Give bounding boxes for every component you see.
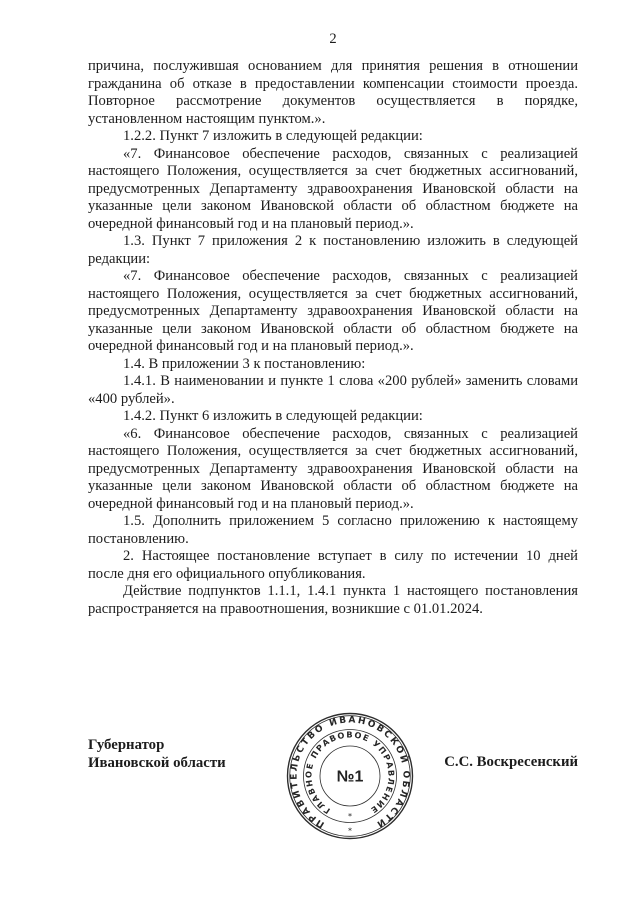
stamp-outer-separator-star: *: [348, 826, 352, 836]
signer-name: С.С. Воскресенский: [444, 754, 578, 770]
paragraph: 1.4.2. Пункт 6 изложить в следующей редакции:: [123, 408, 423, 424]
page-number: 2: [329, 31, 337, 47]
paragraph: «6. Финансовое обеспечение расходов, связанных с реализацией настоящего Положения, осуществляется за счет бюджетных ассигнований, предусмотренных Департаменту здравоохранения Ивановской области на указанные цели законом Ивановской области об областном бюджете на очередной финансовый год и на плановый период.».: [88, 425, 578, 512]
stamp-outer-ring-text: ПРАВИТЕЛЬСТВО ИВАНОВСКОЙ ОБЛАСТИ: [289, 715, 411, 830]
stamp-inner-separator-star: *: [348, 812, 352, 821]
paragraph: «7. Финансовое обеспечение расходов, связанных с реализацией настоящего Положения, осуществляется за счет бюджетных ассигнований, предусмотренных Департаменту здравоохранения Ивановской области на указанные цели законом Ивановской области об областном бюджете на очередной финансовый год и на плановый период.».: [88, 268, 578, 354]
paragraph: 1.3. Пункт 7 приложения 2 к постановлению изложить в следующей редакции:: [88, 233, 578, 267]
paragraph: 1.2.2. Пункт 7 изложить в следующей редакции:: [123, 128, 423, 144]
signer-title-line1: Губернатор: [88, 737, 165, 753]
paragraph: причина, послужившая основанием для принятия решения в отношении гражданина об отказе в предоставлении компенсации стоимости проезда. Повторное рассмотрение документов осуществляется в порядке, установленном настоящим пунктом.».: [88, 58, 578, 127]
stamp-number: №1: [336, 768, 364, 786]
document-body: [88, 58, 578, 618]
paragraph: 1.4. В приложении 3 к постановлению:: [123, 355, 366, 372]
paragraph: 2. Настоящее постановление вступает в силу по истечении 10 дней после дня его официального опубликования.: [88, 548, 578, 582]
signer-title-line2: Ивановской области: [88, 755, 226, 771]
paragraph: «7. Финансовое обеспечение расходов, связанных с реализацией настоящего Положения, осуществляется за счет бюджетных ассигнований, предусмотренных Департаменту здравоохранения Ивановской области на указанные цели законом Ивановской области об областном бюджете на очередной финансовый год и на плановый период.».: [88, 145, 578, 232]
official-stamp: [280, 706, 420, 846]
signer-title: [88, 736, 226, 772]
paragraph: Действие подпунктов 1.1.1, 1.4.1 пункта 1 настоящего постановления распространяется на правоотношения, возникшие с 01.01.2024.: [88, 583, 578, 617]
stamp-inner-ring-text: ГЛАВНОЕ ПРАВОВОЕ УПРАВЛЕНИЕ: [303, 729, 397, 817]
paragraph: 1.4.1. В наименовании и пункте 1 слова «200 рублей» заменить словами «400 рублей».: [88, 373, 578, 407]
paragraph: 1.5. Дополнить приложением 5 согласно приложению к настоящему постановлению.: [88, 513, 578, 547]
